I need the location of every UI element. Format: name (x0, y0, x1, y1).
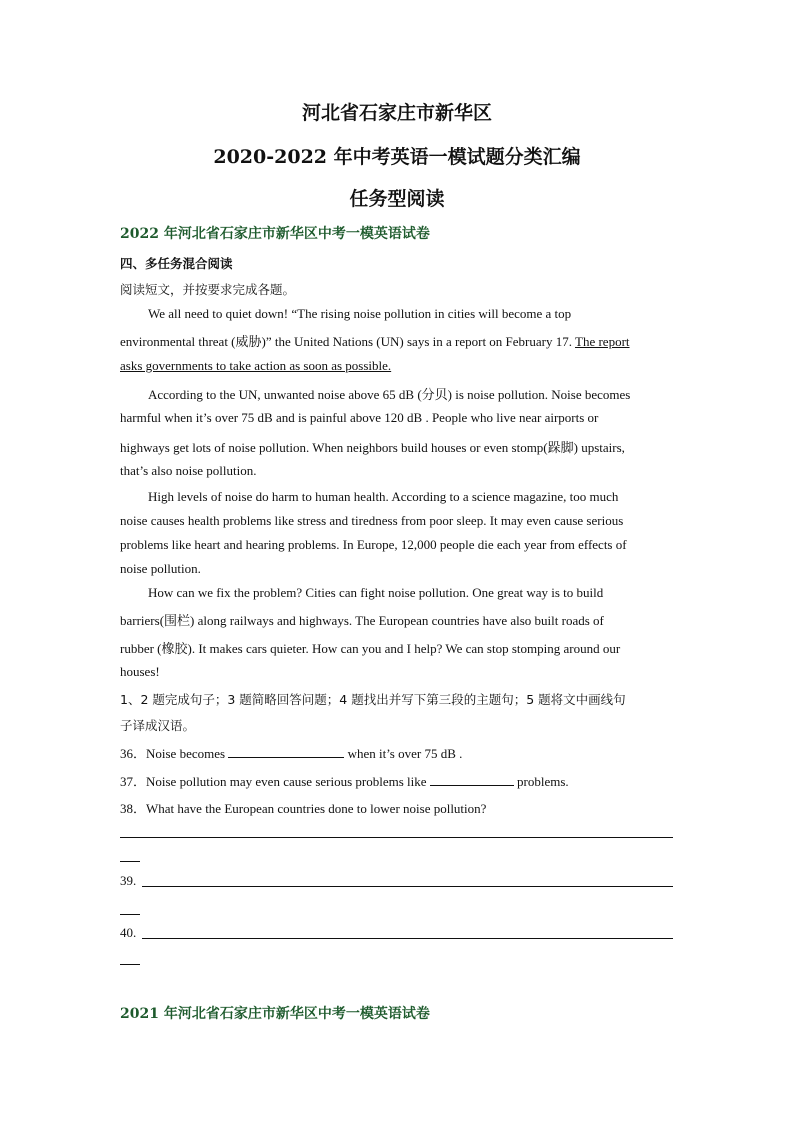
passage-line: rubber (橡胶). It makes cars quieter. How can you and I help? We can stop stomping around our (120, 641, 621, 656)
passage-line: harmful when it’s over 75 dB and is painful above 120 dB . People who live near airports or (120, 410, 599, 425)
passage-line: How can we fix the problem? Cities can fight noise pollution. One great way is to build (148, 585, 604, 600)
question-text: 37．Noise pollution may even cause serious problems like (120, 774, 430, 789)
passage-line: barriers(围栏) along railways and highways. The European countries have also built roads of (120, 613, 604, 628)
passage-line: problems like heart and hearing problems. In Europe, 12,000 people die each year from effects of (120, 537, 627, 552)
passage-text: environmental threat (威胁)” the United Nations (UN) says in a report on February 17. (120, 334, 576, 349)
passage-line: noise pollution. (120, 561, 201, 576)
section-heading-2022: 2022 年河北省石家庄市新华区中考一模英语试卷 (120, 226, 430, 242)
question-39: 39. (120, 873, 137, 888)
document-title-topic: 任务型阅读 (349, 188, 445, 210)
question-36 (120, 743, 680, 762)
answer-line-end (120, 914, 140, 915)
answer-line-end (120, 964, 140, 965)
answer-line-end (120, 861, 140, 862)
underlined-sentence: The report (575, 334, 630, 349)
answer-line[interactable] (142, 886, 673, 887)
question-text: 36．Noise becomes (120, 746, 229, 761)
question-38: 38．What have the European countries done to lower noise pollution? (120, 801, 487, 816)
passage-line: High levels of noise do harm to human health. According to a science magazine, too much (148, 489, 619, 504)
passage-line: noise causes health problems like stress and tiredness from poor sleep. It may even cause serious (120, 513, 624, 528)
part-heading: 四、多任务混合阅读 (120, 256, 233, 271)
passage-line (120, 331, 680, 350)
answer-line[interactable] (142, 938, 673, 939)
answer-line[interactable] (120, 837, 673, 838)
task-instruction: 子译成汉语。 (120, 718, 196, 733)
section-heading-2021: 2021 年河北省石家庄市新华区中考一模英语试卷 (120, 1006, 430, 1022)
question-37 (120, 771, 680, 790)
passage-line: According to the UN, unwanted noise above 65 dB (分贝) is noise pollution. Noise becomes (148, 387, 631, 402)
passage-line: houses! (120, 664, 160, 679)
document-title-years: 2020-2022 年中考英语一模试题分类汇编 (213, 146, 581, 168)
passage-line: We all need to quiet down! “The rising noise pollution in cities will become a top (148, 306, 572, 321)
passage-line: highways get lots of noise pollution. When neighbors build houses or even stomp(跺脚) upstairs, (120, 440, 625, 455)
underlined-sentence: asks governments to take action as soon as possible. (120, 358, 392, 373)
reading-instruction: 阅读短文，并按要求完成各题。 (120, 282, 296, 297)
question-text: problems. (513, 774, 569, 789)
question-text: when it’s over 75 dB . (344, 746, 463, 761)
answer-blank[interactable] (430, 773, 514, 786)
passage-line: that’s also noise pollution. (120, 463, 257, 478)
task-instruction: 1、2 题完成句子；3 题简略回答问题；4 题找出并写下第三段的主题句；5 题将文中画线句 (120, 692, 626, 707)
question-40: 40. (120, 925, 137, 940)
answer-blank[interactable] (228, 745, 344, 758)
document-title-region: 河北省石家庄市新华区 (301, 102, 492, 124)
